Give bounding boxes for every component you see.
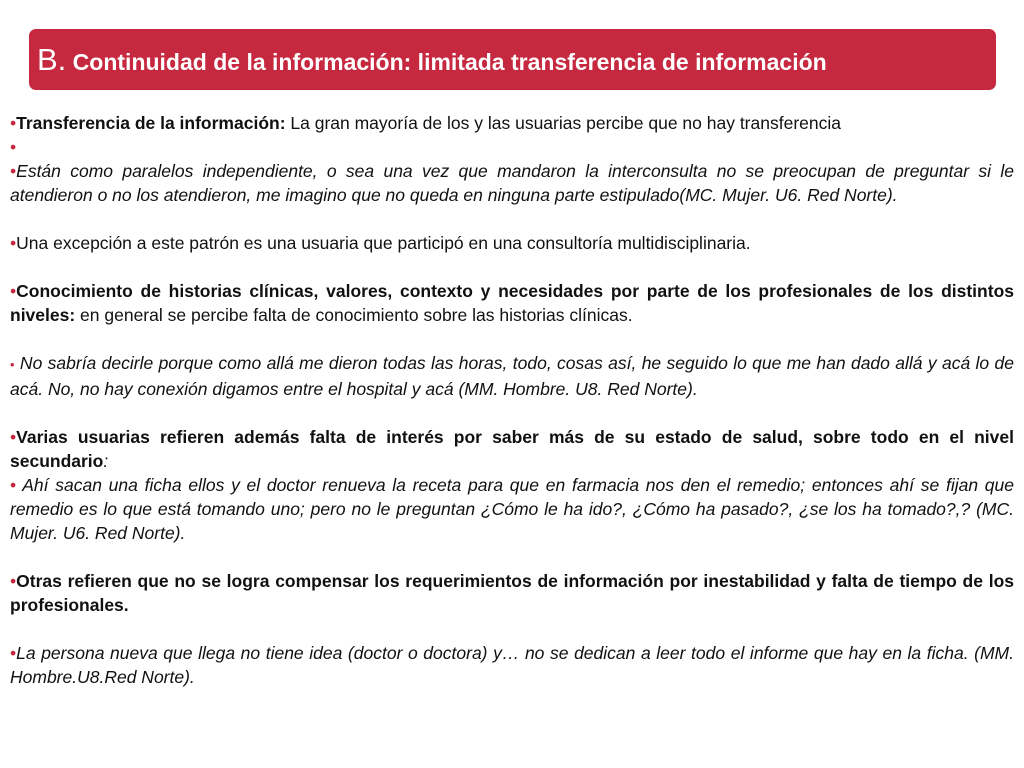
bullet: • xyxy=(10,357,15,372)
quote-no-sabria xyxy=(10,351,1014,401)
paragraph-varias-usuarias xyxy=(10,425,1014,473)
slide-content xyxy=(10,111,1014,689)
bullet: • xyxy=(10,475,17,495)
slide-title: Continuidad de la información: limitada transferencia de información xyxy=(66,49,827,75)
conocimiento-text: en general se percibe falta de conocimiento sobre las historias clínicas. xyxy=(75,305,633,325)
quote-paralelos xyxy=(10,159,1014,207)
otras-refieren-label: Otras refieren que no se logra compensar los requerimientos de información por inestabilidad y falta de tiempo de los profesionales. xyxy=(10,571,1014,615)
quote-ahi-sacan xyxy=(10,473,1014,545)
transfer-text: La gran mayoría de los y las usuarias percibe que no hay transferencia xyxy=(285,113,841,133)
bullet: • xyxy=(10,281,17,301)
quote-persona-nueva xyxy=(10,641,1014,689)
paragraph-transfer xyxy=(10,111,1014,135)
bullet: • xyxy=(10,137,17,157)
bullet: • xyxy=(10,113,17,133)
title-section-letter: B. xyxy=(37,42,67,77)
bullet: • xyxy=(10,571,17,591)
bullet: • xyxy=(10,161,17,181)
slide-title-bar xyxy=(29,29,996,90)
quote-text: No sabría decirle porque como allá me dieron todas las horas, todo, cosas así, he seguido lo que me han dado allá y acá lo de acá. No, no hay conexión digamos entre el hospital y acá (MM. Hombre. U8. Red Norte). xyxy=(10,353,1014,399)
quote-text: Ahí sacan una ficha ellos y el doctor renueva la receta para que en farmacia nos den el remedio; entonces ahí se fijan que remedio es lo que está tomando uno; pero no le preguntan ¿Cómo le ha ido?, ¿Cómo ha pasado?, ¿se los ha tomado?,? (MC. Mujer. U6. Red Norte). xyxy=(10,475,1014,543)
paragraph-conocimiento xyxy=(10,279,1014,327)
paragraph-excepcion xyxy=(10,231,1014,255)
paragraph-otras-refieren xyxy=(10,569,1014,617)
paragraph-empty-bullet xyxy=(10,135,1014,159)
quote-text: La persona nueva que llega no tiene idea (doctor o doctora) y… no se dedican a leer todo el informe que hay en la ficha. (MM. Hombre.U8.Red Norte). xyxy=(10,643,1014,687)
bullet: • xyxy=(10,427,17,447)
bullet: • xyxy=(10,643,17,663)
varias-usuarias-label: Varias usuarias refieren además falta de interés por saber más de su estado de salud, sobre todo en el nivel secundario xyxy=(10,427,1014,471)
bullet: • xyxy=(10,233,17,253)
excepcion-text: Una excepción a este patrón es una usuaria que participó en una consultoría multidisciplinaria. xyxy=(16,233,751,253)
varias-usuarias-colon: : xyxy=(103,451,109,471)
quote-text: Están como paralelos independiente, o sea una vez que mandaron la interconsulta no se preocupan de preguntar si le atendieron o no los atendieron, me imagino que no queda en ninguna parte estipulado(MC. Mujer. U6. Red Norte). xyxy=(10,161,1014,205)
transfer-label: Transferencia de la información: xyxy=(16,113,286,133)
conocimiento-label: Conocimiento de historias clínicas, valores, contexto y necesidades por parte de los profesionales de los distintos niveles: xyxy=(10,281,1014,325)
